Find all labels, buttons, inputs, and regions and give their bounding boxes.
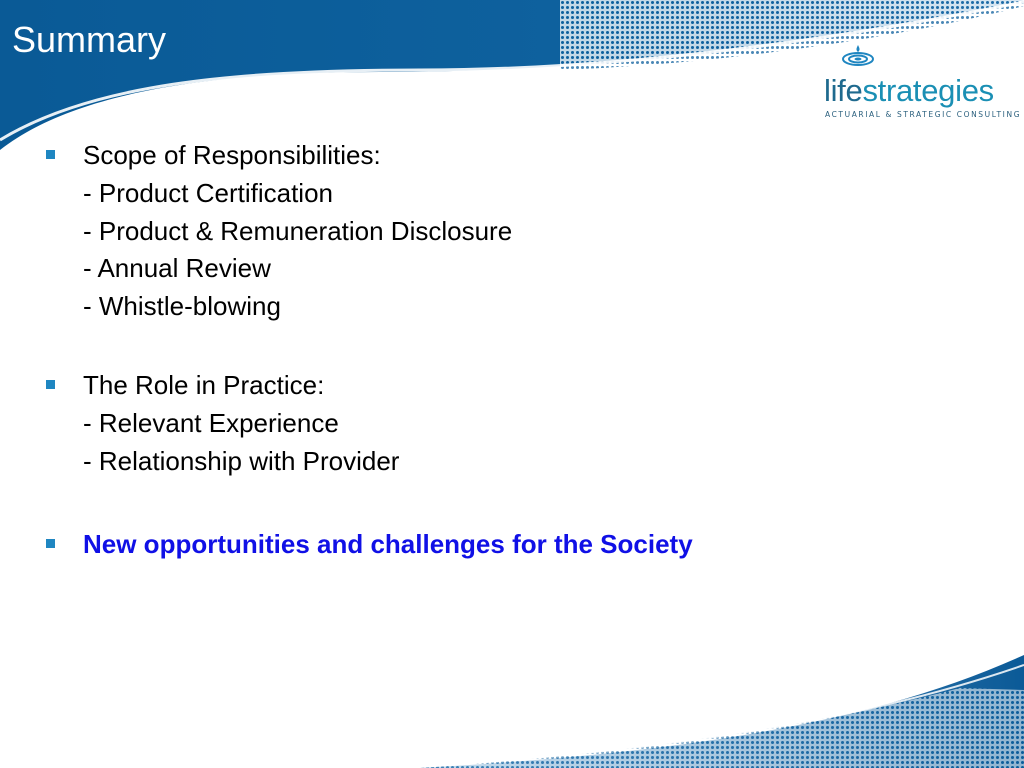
- logo-word-life: life: [824, 73, 863, 108]
- water-drop-ripple-icon: [841, 44, 875, 70]
- sub-item: - Annual Review: [83, 253, 271, 284]
- sub-item: - Relevant Experience: [83, 407, 339, 438]
- bullet-lines: [83, 137, 512, 326]
- lifestrategies-logo: [824, 44, 1022, 122]
- sub-item: - Whistle-blowing: [83, 291, 281, 322]
- bullet-heading: The Role in Practice:: [83, 370, 325, 400]
- square-bullet-icon: [46, 150, 55, 159]
- logo-wordmark: [824, 74, 994, 108]
- sub-item: - Product & Remuneration Disclosure: [83, 215, 513, 246]
- bullet-heading: New opportunities and challenges for the Society: [83, 529, 693, 559]
- square-bullet-icon: [46, 380, 55, 389]
- bullet-lines: [83, 526, 693, 564]
- bullet-lines: [83, 367, 399, 480]
- bullet-heading: Scope of Responsibilities:: [83, 140, 381, 170]
- sub-item: - Relationship with Provider: [83, 445, 400, 476]
- logo-word-strategies: strategies: [862, 73, 994, 108]
- square-bullet-icon: [46, 539, 55, 548]
- logo-tagline: ACTUARIAL & STRATEGIC CONSULTING: [825, 110, 1022, 119]
- footer-dot-texture: [420, 688, 1024, 768]
- slide-title: Summary: [12, 19, 167, 60]
- sub-item: - Product Certification: [83, 177, 333, 208]
